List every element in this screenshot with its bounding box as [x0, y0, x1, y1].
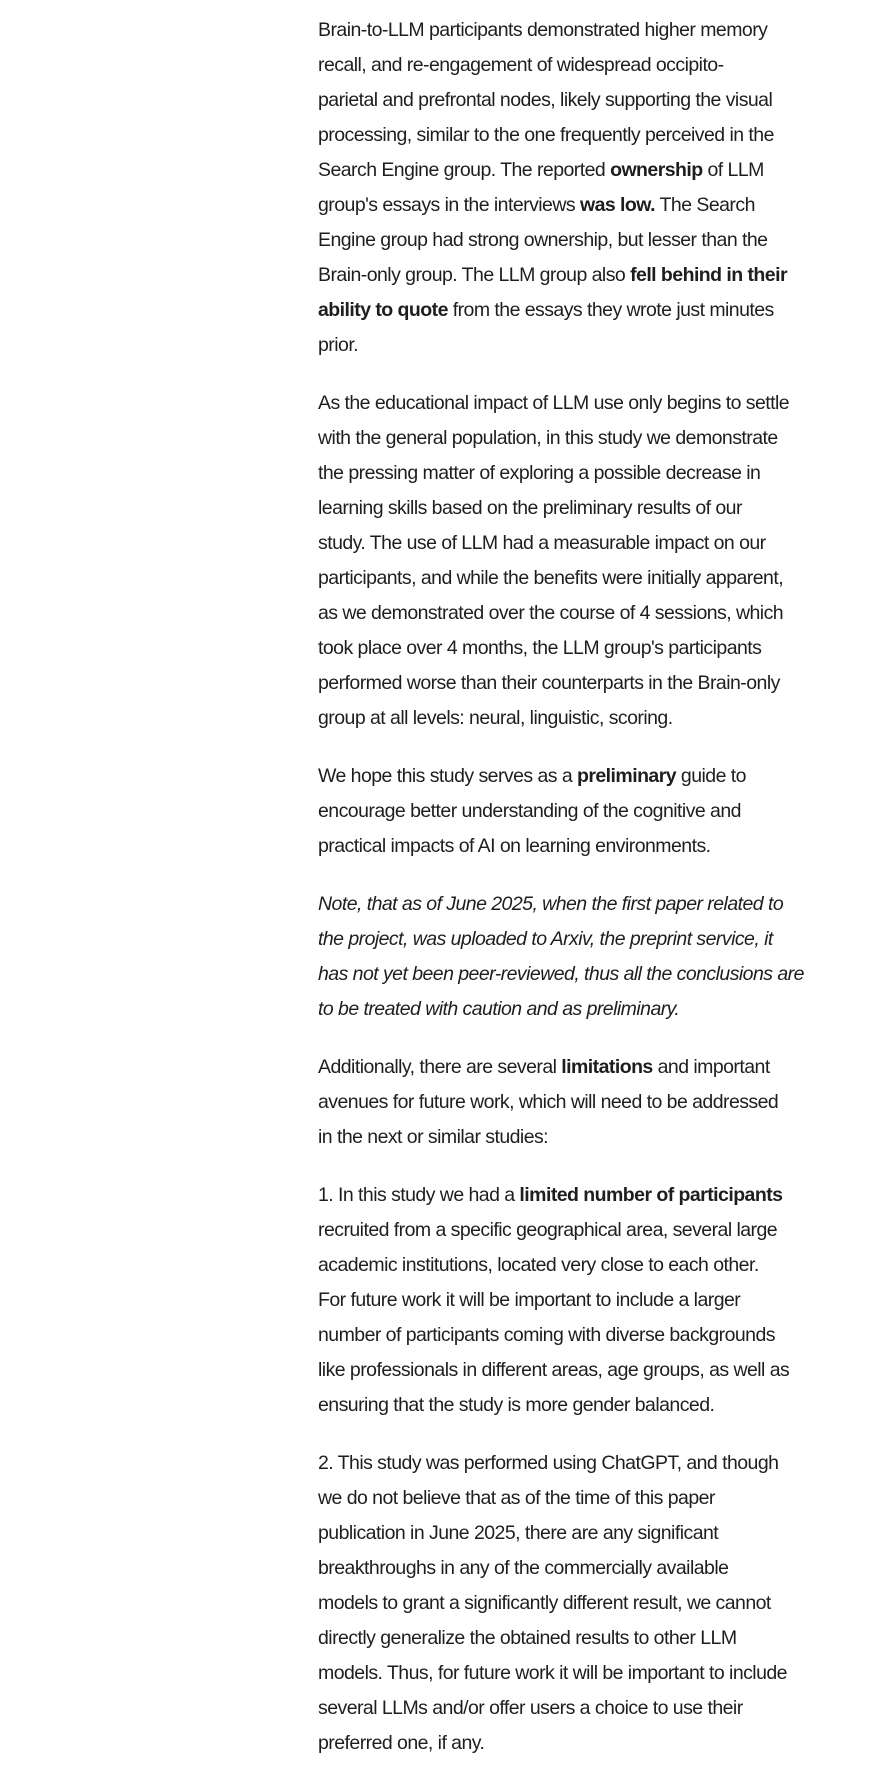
- bold-text: ownership: [610, 159, 703, 181]
- text-line: [318, 759, 818, 794]
- text-line: [318, 1353, 818, 1388]
- body-text: parietal and prefrontal nodes, likely supporting the visual: [318, 89, 773, 111]
- body-text: group's essays in the interviews: [318, 194, 580, 216]
- text-line: [318, 1691, 818, 1726]
- text-line: [318, 1551, 818, 1586]
- body-text: group at all levels: neural, linguistic, scoring.: [318, 707, 673, 729]
- text-line: [318, 223, 818, 258]
- body-text: practical impacts of AI on learning environments.: [318, 835, 711, 857]
- body-text: As the educational impact of LLM use only begins to settle: [318, 392, 790, 414]
- text-line: [318, 153, 818, 188]
- body-text: has not yet been peer-reviewed, thus all the conclusions are: [318, 963, 804, 985]
- text-line: [318, 456, 818, 491]
- text-line: [318, 1213, 818, 1248]
- body-text: directly generalize the obtained results to other LLM: [318, 1627, 737, 1649]
- text-line: [318, 188, 818, 223]
- text-line: [318, 1586, 818, 1621]
- text-line: [318, 922, 818, 957]
- text-line: [318, 1481, 818, 1516]
- body-text: of LLM: [702, 159, 764, 181]
- text-line: [318, 1621, 818, 1656]
- text-line: [318, 1446, 818, 1481]
- body-text: For future work it will be important to include a larger: [318, 1289, 741, 1311]
- bold-text: preliminary: [576, 765, 677, 787]
- body-text: in the next or similar studies:: [318, 1126, 549, 1148]
- body-text: guide to: [676, 765, 746, 787]
- paragraph-2: [318, 386, 818, 736]
- text-line: [318, 386, 818, 421]
- body-text: like professionals in different areas, age groups, as well as: [318, 1359, 790, 1381]
- body-text: preferred one, if any.: [318, 1732, 485, 1754]
- paragraph-5: [318, 1050, 818, 1155]
- body-text: 1. In this study we had a: [318, 1184, 520, 1206]
- paragraph-4: [318, 887, 818, 1027]
- text-line: [318, 258, 818, 293]
- body-text: 2. This study was performed using ChatGPT, and though: [318, 1452, 779, 1474]
- body-text: The Search: [655, 194, 755, 216]
- text-line: [318, 561, 818, 596]
- body-text: participants, and while the benefits were initially apparent,: [318, 567, 784, 589]
- body-text: ensuring that the study is more gender balanced.: [318, 1394, 715, 1416]
- bold-text: limited number of participants: [519, 1184, 783, 1206]
- body-text: Brain-to-LLM participants demonstrated higher memory: [318, 19, 768, 41]
- body-text: models to grant a significantly different result, we cannot: [318, 1592, 771, 1614]
- paragraph-3: [318, 759, 818, 864]
- text-line: [318, 118, 818, 153]
- text-line: [318, 421, 818, 456]
- article-body: [318, 13, 818, 1784]
- body-text: Additionally, there are several: [318, 1056, 562, 1078]
- text-line: [318, 526, 818, 561]
- body-text: We hope this study serves as a: [318, 765, 577, 787]
- body-text: several LLMs and/or offer users a choice to use their: [318, 1697, 743, 1719]
- text-line: [318, 48, 818, 83]
- text-line: [318, 1283, 818, 1318]
- body-text: Note, that as of June 2025, when the first paper related to: [318, 893, 784, 915]
- text-line: [318, 1656, 818, 1691]
- body-text: processing, similar to the one frequently perceived in the: [318, 124, 774, 146]
- paragraph-1: [318, 13, 818, 363]
- bold-text: ability to quote: [318, 299, 448, 321]
- text-line: [318, 83, 818, 118]
- bold-text: was low.: [579, 194, 656, 216]
- body-text: encourage better understanding of the cognitive and: [318, 800, 741, 822]
- body-text: prior.: [318, 334, 359, 356]
- body-text: academic institutions, located very close to each other.: [318, 1254, 759, 1276]
- text-line: [318, 794, 818, 829]
- paragraph-7: [318, 1446, 818, 1761]
- text-line: [318, 1085, 818, 1120]
- body-text: the pressing matter of exploring a possible decrease in: [318, 462, 761, 484]
- body-text: Search Engine group. The reported: [318, 159, 611, 181]
- text-line: [318, 992, 818, 1027]
- body-text: publication in June 2025, there are any significant: [318, 1522, 719, 1544]
- body-text: number of participants coming with diverse backgrounds: [318, 1324, 775, 1346]
- text-line: [318, 13, 818, 48]
- body-text: Engine group had strong ownership, but lesser than the: [318, 229, 768, 251]
- text-line: [318, 666, 818, 701]
- body-text: learning skills based on the preliminary results of our: [318, 497, 742, 519]
- body-text: to be treated with caution and as preliminary.: [318, 998, 680, 1020]
- text-line: [318, 1318, 818, 1353]
- body-text: from the essays they wrote just minutes: [447, 299, 774, 321]
- body-text: recall, and re-engagement of widespread occipito-: [318, 54, 724, 76]
- text-line: [318, 701, 818, 736]
- text-line: [318, 491, 818, 526]
- text-line: [318, 596, 818, 631]
- text-line: [318, 1516, 818, 1551]
- body-text: recruited from a specific geographical area, several large: [318, 1219, 778, 1241]
- body-text: models. Thus, for future work it will be important to include: [318, 1662, 787, 1684]
- body-text: avenues for future work, which will need to be addressed: [318, 1091, 779, 1113]
- text-line: [318, 1050, 818, 1085]
- body-text: breakthroughs in any of the commercially available: [318, 1557, 729, 1579]
- paragraph-6: [318, 1178, 818, 1423]
- bold-text: limitations: [561, 1056, 653, 1078]
- body-text: we do not believe that as of the time of this paper: [318, 1487, 715, 1509]
- text-line: [318, 1120, 818, 1155]
- text-line: [318, 293, 818, 328]
- body-text: took place over 4 months, the LLM group's participants: [318, 637, 762, 659]
- text-line: [318, 328, 818, 363]
- body-text: Brain-only group. The LLM group also: [318, 264, 631, 286]
- text-line: [318, 1178, 818, 1213]
- text-line: [318, 1726, 818, 1761]
- text-line: [318, 1248, 818, 1283]
- text-line: [318, 631, 818, 666]
- text-line: [318, 829, 818, 864]
- bold-text: fell behind in their: [630, 264, 787, 286]
- text-line: [318, 887, 818, 922]
- text-line: [318, 957, 818, 992]
- body-text: study. The use of LLM had a measurable impact on our: [318, 532, 766, 554]
- body-text: and important: [652, 1056, 770, 1078]
- body-text: as we demonstrated over the course of 4 sessions, which: [318, 602, 784, 624]
- body-text: with the general population, in this study we demonstrate: [318, 427, 778, 449]
- body-text: performed worse than their counterparts in the Brain-only: [318, 672, 780, 694]
- text-line: [318, 1388, 818, 1423]
- body-text: the project, was uploaded to Arxiv, the preprint service, it: [318, 928, 773, 950]
